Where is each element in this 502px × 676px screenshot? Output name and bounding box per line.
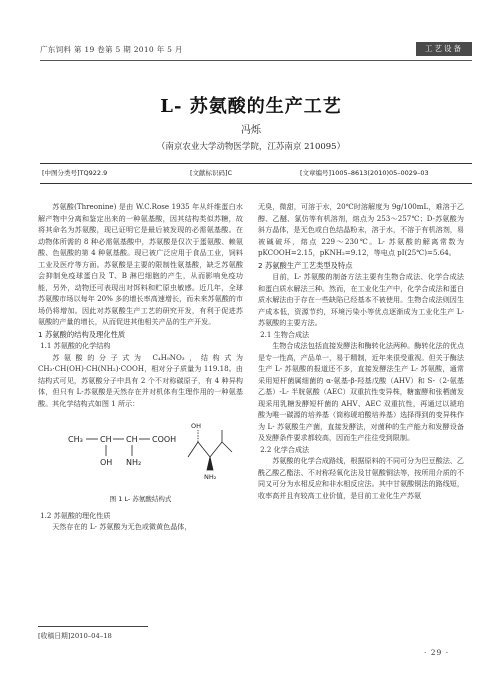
subsection-heading-1-2: 1.2 苏氨酸的理化性质	[40, 510, 111, 520]
section-heading-1: 1 苏氨酸的结构及理化性质	[38, 329, 126, 339]
stereo-oh-label: OH	[191, 422, 202, 430]
meta-rule-bottom	[40, 183, 472, 184]
header-rule	[40, 60, 472, 61]
article-number: [文章编号]1005–8613(2010)05–0029–03	[300, 169, 429, 177]
intro-paragraph: 苏氨酸(Threonine) 是由 W.C.Rose 1935 年从纤维蛋白水解产物中分离和鉴定出来的一种氨基酸，因其结构类似苏糖，故将其命名为苏氨酸，现已证明它是最后被发现的必需氨基酸。在动物体所需的 8 种必需氨基酸中，苏氨酸是仅次于蛋氨酸、赖氨酸、色氨酸的第 4 种氨基酸。现已被广泛应用于食品工业，饲料工业及医疗等方面。苏氨酸是主要的限制性氨基酸，缺乏苏氨酸会抑制免疫球蛋白及 T、B 淋巴细胞的产生，从而影响免疫功能，另外，动物还可表现出对饵料和贮原虫敏感。近几年，全球苏氨酸市场以每年 20% 多的增长率高速增长，而未来苏氨酸的市场仍将增加。因此对苏氨酸生产工艺的研究开发，有利于促进苏氨酸的产量的增长，从而促进其他相关产品的生产开发。	[38, 202, 243, 326]
author: 冯烁	[241, 125, 261, 136]
structure-paragraph: 苏氨酸的分子式为 C₄H₉NO₃，结构式为 CH₃·CH(OH)·CH(NH₂)·COOH，相对分子质量为 119.18。由结构式可见，苏氨酸分子中具有 2 个不对称碳原子，有 4 种异构体，但只有 L-苏氨酸是天然存在并对机体有生理作用的一种氨基酸。其化学结构式如图 1 所示：	[38, 352, 243, 408]
left-column	[38, 201, 243, 533]
subsection-heading-2-2: 2.2 化学合成法	[260, 444, 310, 454]
affiliation: （南京农业大学动物医学院，江苏南京 210095）	[156, 142, 346, 152]
formula-nh2: NH₂	[126, 458, 142, 467]
document-code: [文献标识码]C	[190, 169, 233, 177]
threonine-structure-diagram	[38, 412, 243, 492]
properties-paragraph: 天然存在的 L- 苏氨酸为无色或微黄色晶体，	[52, 522, 192, 531]
stereo-nh2-label: NH₂	[204, 473, 217, 481]
section-tag: 工艺设备	[416, 42, 472, 56]
methods-paragraph: 目前，L- 苏氨酸的制备方法主要有生物合成法、化学合成法和蛋白质水解法三种。然而，在工业化生产中，化学合成法和蛋白质水解法由于存在一些缺陷已经基本不被使用。生物合成法则因生产成本低，资源节约，环境污染小等优点逐渐成为工业化生产 L- 苏氨酸的主要方法。	[258, 272, 464, 327]
subsection-heading-1-1: 1.1 苏氨酸的化学结构	[40, 341, 111, 350]
subsection-heading-2-1: 2.1 生物合成法	[260, 329, 310, 339]
journal-info: 广东饲料 第 19 卷第 5 期 2010 年 5 月	[40, 45, 183, 54]
page-number: · 29 ·	[424, 648, 450, 657]
section-heading-2: 2 苏氨酸生产工艺类型及特点	[258, 260, 353, 270]
structure-figure	[38, 412, 243, 492]
figure-caption: 图 1 L- 苏氨酸结构式	[109, 495, 172, 503]
footnote-rule	[38, 626, 148, 627]
formula-cooh: COOH	[152, 435, 177, 444]
article-title: L- 苏氨酸的生产工艺	[160, 96, 342, 117]
running-header	[40, 42, 472, 58]
formula-ch-1: CH	[100, 435, 112, 444]
formula-ch3: CH₃	[68, 435, 83, 444]
received-date: [收稿日期]2010–04–18	[38, 632, 112, 640]
meta-rule-top	[40, 163, 472, 164]
stereo-skeleton	[188, 430, 232, 470]
properties-continued: 无臭，微甜，可溶于水，20℃时溶解度为 9g/100mL，难溶于乙醇、乙醚、氯仿等有机溶剂，熔点为 253～257℃；D-苏氨酸为斜方晶体，是无色或白色结晶粉末，溶于水，不溶于有机溶剂，易被碱破坏，熔点 229～230℃。L- 苏氨酸的解离常数为 pKCOOH=2.15，pKNH₂=9.12，等电点 pI(25℃)=5.64。	[258, 202, 464, 257]
chemical-synthesis-paragraph: 苏氨酸的化学合成路线，根据原料的不同可分为巴豆酸法、乙酰乙酸乙酯法、不对称羟氧化法及甘氨酸铜法等，按所用介质的不同又可分为水相反应和非水相反应法。其中甘氨酸铜法的路线短，收率高并且有较高工业价值，是目前工业化生产苏氨	[258, 456, 464, 500]
formula-oh: OH	[100, 458, 113, 467]
biosynthesis-paragraph: 生物合成法包括直接发酵法和酶转化法两种。酶转化法的优点是专一性高，产品单一，易于精制，近年来很受重视。但关于酶法生产 L- 苏氨酸的报道还不多，直接发酵法生产 L- 苏氨酸，通常采用短杆菌属细菌的 α-氨基-β-羟基戊酸（AHV）和 S-（2-氨基乙基）-L- 半胱氨酸（AEC）双重抗性变异株，糖蜜酵和张栖菌发现采用乳糖发酵短杆菌的 AHV、AEC 双重抗性，再通过以琥珀酸为唯一碳源的培养基（筒称琥珀酸培养基）选择得到的变异株作为 L- 苏氨酸生产菌，直接发酵法，对菌种的生产能力和发酵设备及发酵条件要求都较高，因而生产往往受到限制。	[258, 341, 464, 442]
formula-ch-2: CH	[126, 435, 138, 444]
clc-code: [中图分类号]TQ922.9	[42, 169, 108, 177]
right-column	[258, 201, 464, 501]
